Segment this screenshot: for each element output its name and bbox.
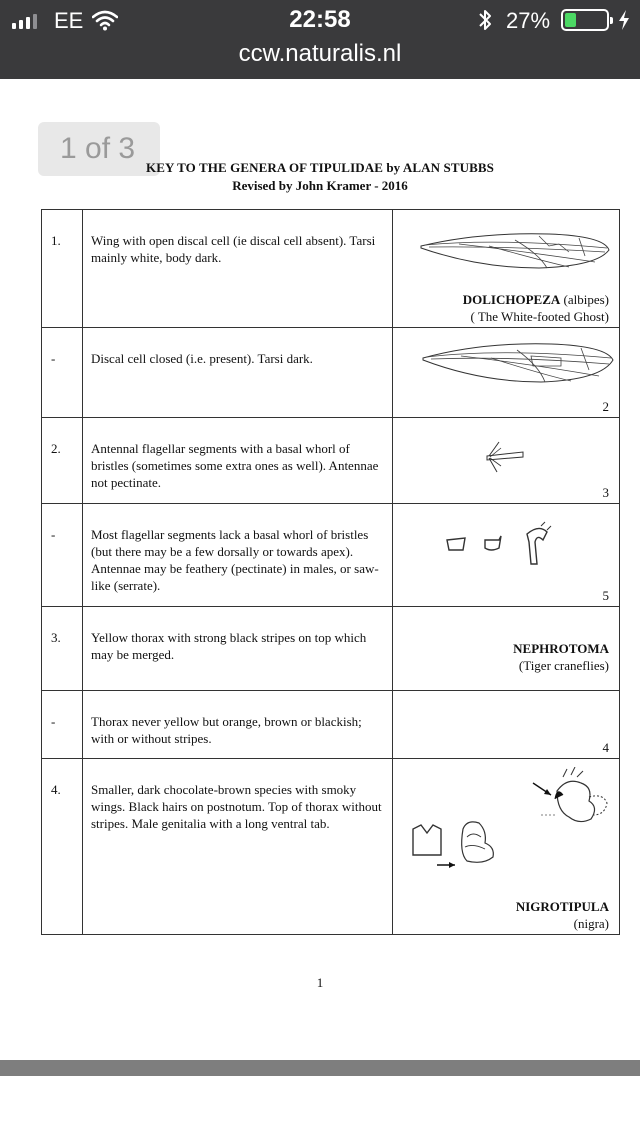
battery-level-fill [565,13,576,27]
charging-icon [617,9,631,31]
table-row [42,418,620,504]
common-name: (Tiger craneflies) [518,658,609,673]
taxon-caption [513,640,609,674]
illustration-cell [393,210,620,328]
wing-drawing [421,336,615,392]
taxon-caption [463,291,609,325]
couplet-text: Smaller, dark chocolate-brown species with smoky wings. Black hairs on postnotum. Top of thorax without stripes. Male genitalia with a long ventral tab. [83,759,393,935]
bottom-toolbar [0,1060,640,1076]
antenna-segment-drawing [483,436,533,476]
couplet-number: - [42,691,83,759]
document-subtitle: Revised by John Kramer - 2016 [232,178,408,193]
next-couplet-ref: 4 [602,740,609,755]
common-name: ( The White-footed Ghost) [470,309,609,324]
genus-name: NEPHROTOMA [513,641,609,656]
illustration-cell [393,418,620,504]
couplet-text: Antennal flagellar segments with a basal whorl of bristles (sometimes some extra ones as well). Antennae not pectinate. [83,418,393,504]
carrier-label: EE [54,8,84,33]
next-couplet-ref: 3 [602,485,609,500]
next-couplet-ref: 5 [602,588,609,603]
battery-percent: 27% [506,8,551,33]
taxon-caption [516,898,609,932]
species-name: (albipes) [560,292,609,307]
couplet-number: 1. [42,210,83,328]
illustration-cell [393,759,620,935]
couplet-text: Most flagellar segments lack a basal whorl of bristles (but there may be a few dorsally or towards apex). Antennae may be feathery (pectinate) in males, or saw-like (serrate). [83,504,393,607]
bluetooth-icon [478,8,492,32]
couplet-number: - [42,328,83,418]
next-couplet-ref: 2 [602,399,609,414]
common-name: (nigra) [573,916,609,931]
battery-icon [561,9,609,31]
genitalia-drawing [407,767,617,877]
table-row [42,328,620,418]
couplet-text: Thorax never yellow but orange, brown or blackish; with or without stripes. [83,691,393,759]
document-title: KEY TO THE GENERA OF TIPULIDAE by ALAN STUBBS [146,160,494,175]
clock: 22:58 [289,6,351,33]
table-row [42,759,620,935]
antenna-segments-drawing [443,520,563,570]
couplet-number: - [42,504,83,607]
table-row [42,504,620,607]
wing-drawing [419,224,613,280]
genus-name: NIGROTIPULA [515,899,609,914]
couplet-text: Discal cell closed (i.e. present). Tarsi dark. [83,328,393,418]
couplet-text: Wing with open discal cell (ie discal cell absent). Tarsi mainly white, body dark. [83,210,393,328]
illustration-cell [393,328,620,418]
couplet-number: 4. [42,759,83,935]
browser-top-bar [0,0,640,79]
table-row [42,210,620,328]
key-table [41,209,620,935]
couplet-number: 2. [42,418,83,504]
table-row [42,607,620,691]
illustration-cell [393,691,620,759]
table-row [42,691,620,759]
illustration-cell [393,607,620,691]
couplet-text: Yellow thorax with strong black stripes on top which may be merged. [83,607,393,691]
address-bar[interactable]: ccw.naturalis.nl [238,40,402,67]
page-number: 1 [316,975,324,990]
page-indicator-label: 1 of 3 [60,132,136,165]
genus-name: DOLICHOPEZA [462,292,561,307]
illustration-cell [393,504,620,607]
status-bar [0,0,640,40]
couplet-number: 3. [42,607,83,691]
